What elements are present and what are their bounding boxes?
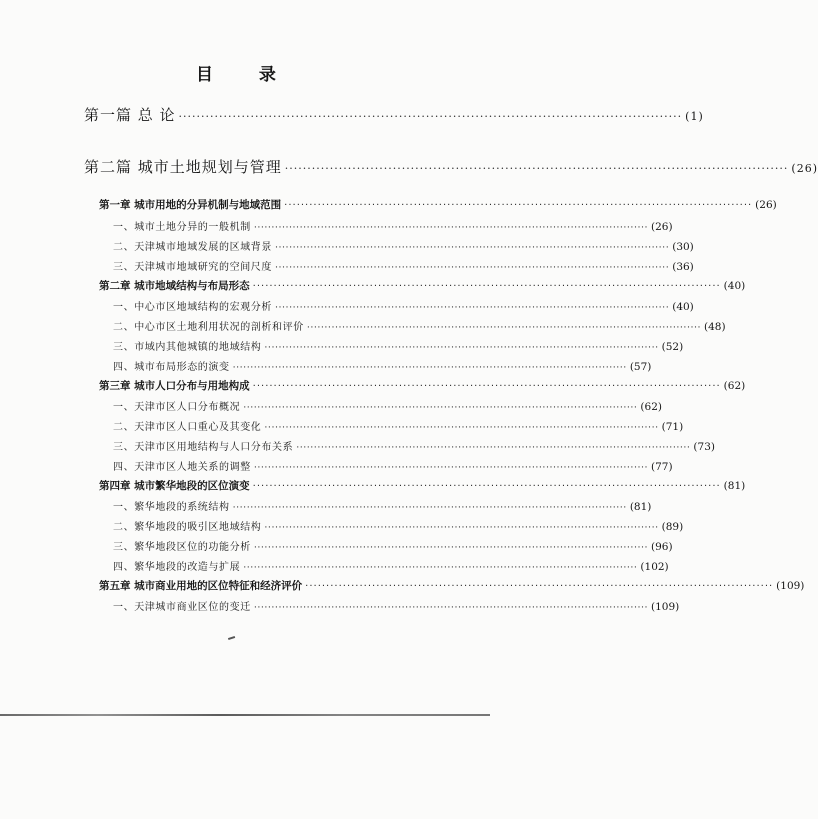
dot-leader: ················································································································ xyxy=(275,262,670,273)
toc-entry-page: (77) xyxy=(651,461,673,473)
toc-part-label: 第一篇 总 论 xyxy=(84,106,176,124)
dot-leader: ················································································································ xyxy=(284,162,789,175)
toc-entry-page: (30) xyxy=(672,241,694,253)
toc-part-page: (1) xyxy=(685,110,704,123)
toc-section[interactable] xyxy=(113,238,694,253)
toc-chapter-1[interactable] xyxy=(99,197,777,212)
toc-entry-label: 二、天津城市地域发展的区域背景 xyxy=(113,242,272,253)
toc-entry-label: 四、城市布局形态的演变 xyxy=(113,362,230,373)
toc-entry-page: (71) xyxy=(661,421,684,433)
toc-section[interactable] xyxy=(113,318,726,333)
toc-entry-page: (36) xyxy=(672,261,694,273)
toc-entry-label: 第二章 城市地域结构与布局形态 xyxy=(99,280,250,292)
dot-leader: ················································································································ xyxy=(243,402,638,413)
toc-entry-page: (40) xyxy=(723,280,746,292)
toc-section[interactable] xyxy=(113,438,715,453)
toc-part-2[interactable] xyxy=(84,156,818,177)
toc-entry-page: (48) xyxy=(704,321,726,333)
toc-entry-page: (26) xyxy=(755,199,777,211)
toc-entry-label: 一、天津市区人口分布概况 xyxy=(113,402,241,413)
toc-chapter-5[interactable] xyxy=(99,578,805,593)
toc-entry-label: 第三章 城市人口分布与用地构成 xyxy=(99,380,250,392)
toc-section[interactable] xyxy=(113,538,673,553)
toc-entry-label: 四、繁华地段的改造与扩展 xyxy=(113,562,241,573)
dot-leader: ················································································································ xyxy=(253,542,649,553)
toc-section[interactable] xyxy=(113,338,684,353)
dot-leader: ················································································································ xyxy=(252,381,721,392)
dot-leader: ················································································································ xyxy=(232,362,627,373)
toc-entry-label: 二、中心市区土地利用状况的剖析和评价 xyxy=(113,322,304,333)
toc-section[interactable] xyxy=(113,358,652,373)
toc-section[interactable] xyxy=(113,418,684,433)
toc-section[interactable] xyxy=(113,258,694,273)
toc-entry-page: (73) xyxy=(693,441,715,453)
toc-entry-page: (89) xyxy=(661,521,684,533)
dot-leader: ················································································································ xyxy=(305,581,774,592)
dot-leader: ················································································································ xyxy=(275,302,670,313)
dot-leader: ················································································································ xyxy=(296,442,691,453)
toc-part-1[interactable] xyxy=(84,104,704,125)
toc-section[interactable] xyxy=(113,218,673,233)
toc-entry-page: (96) xyxy=(651,541,673,553)
toc-chapter-3[interactable] xyxy=(99,378,746,393)
toc-section[interactable] xyxy=(113,298,694,313)
dot-leader: ················································································································ xyxy=(264,422,659,433)
toc-section[interactable] xyxy=(113,558,669,573)
dot-leader: ················································································································ xyxy=(253,462,649,473)
toc-entry-label: 一、天津城市商业区位的变迁 xyxy=(113,602,251,613)
dot-leader: ················································································································ xyxy=(252,481,721,492)
toc-entry-label: 二、繁华地段的吸引区地域结构 xyxy=(113,522,262,533)
toc-entry-label: 一、中心市区地域结构的宏观分析 xyxy=(113,302,272,313)
toc-part-page: (26) xyxy=(791,162,818,175)
toc-entry-label: 四、天津市区人地关系的调整 xyxy=(113,462,251,473)
toc-entry-page: (109) xyxy=(651,601,680,613)
toc-chapter-2[interactable] xyxy=(99,278,746,293)
dot-leader: ················································································································ xyxy=(264,522,659,533)
dot-leader: ················································································································ xyxy=(232,502,627,513)
toc-section[interactable] xyxy=(113,498,652,513)
toc-chapter-4[interactable] xyxy=(99,478,746,493)
toc-entry-page: (62) xyxy=(723,380,746,392)
toc-entry-page: (26) xyxy=(651,221,673,233)
dot-leader: ················································································································ xyxy=(243,562,638,573)
toc-entry-label: 三、天津城市地域研究的空间尺度 xyxy=(113,262,272,273)
toc-entry-label: 第五章 城市商业用地的区位特征和经济评价 xyxy=(99,580,303,592)
toc-entry-label: 三、市域内其他城镇的地域结构 xyxy=(113,342,262,353)
toc-entry-label: 三、天津市区用地结构与人口分布关系 xyxy=(113,442,294,453)
toc-section[interactable] xyxy=(113,518,684,533)
toc-entry-page: (81) xyxy=(723,480,746,492)
dot-leader: ················································································································ xyxy=(275,242,670,253)
bottom-rule xyxy=(0,714,490,716)
toc-entry-label: 一、城市土地分异的一般机制 xyxy=(113,222,251,233)
toc-entry-label: 一、繁华地段的系统结构 xyxy=(113,502,230,513)
dot-leader: ················································································································ xyxy=(253,222,649,233)
dot-leader: ················································································································ xyxy=(284,200,753,211)
toc-entry-label: 第四章 城市繁华地段的区位演变 xyxy=(99,480,250,492)
toc-entry-page: (109) xyxy=(776,580,805,592)
toc-entry-label: 二、天津市区人口重心及其变化 xyxy=(113,422,262,433)
dot-leader: ················································································································ xyxy=(178,110,683,123)
toc-entry-page: (57) xyxy=(629,361,652,373)
toc-section[interactable] xyxy=(113,598,680,613)
toc-entry-label: 三、繁华地段区位的功能分析 xyxy=(113,542,251,553)
toc-entry-page: (62) xyxy=(640,401,662,413)
toc-entry-label: 第一章 城市用地的分异机制与地域范围 xyxy=(99,199,282,211)
toc-section[interactable] xyxy=(113,458,673,473)
scan-speck xyxy=(228,636,235,640)
toc-title: 目 录 xyxy=(196,65,296,85)
toc-entry-page: (81) xyxy=(629,501,652,513)
toc-section[interactable] xyxy=(113,398,662,413)
dot-leader: ················································································································ xyxy=(252,281,721,292)
dot-leader: ················································································································ xyxy=(264,342,659,353)
toc-entry-page: (52) xyxy=(661,341,684,353)
dot-leader: ················································································································ xyxy=(253,602,649,613)
dot-leader: ················································································································ xyxy=(306,322,702,333)
toc-entry-page: (102) xyxy=(640,561,669,573)
toc-part-label: 第二篇 城市土地规划与管理 xyxy=(84,158,282,176)
toc-entry-page: (40) xyxy=(672,301,694,313)
